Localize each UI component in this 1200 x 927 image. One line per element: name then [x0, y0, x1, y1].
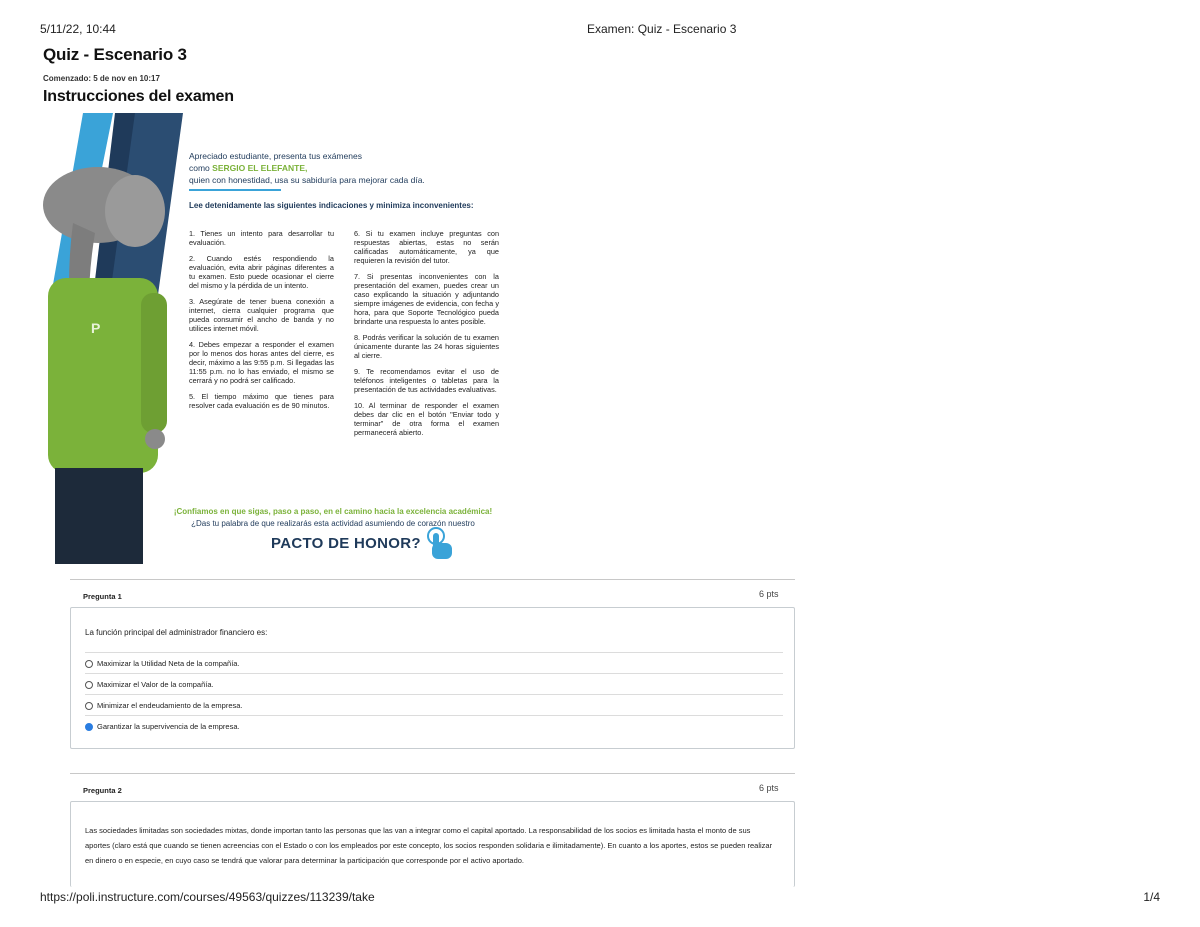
question-2-box [70, 801, 795, 887]
banner-item: 2. Cuando estés respondiendo la evaluación, evita abrir páginas diferentes a tu examen. Esto puede ocasionar el cierre del mismo y la pérdida de un intento. [189, 254, 334, 290]
answer-option[interactable] [85, 715, 783, 736]
banner-intro-highlight: SERGIO EL ELEFANTE, [212, 163, 308, 173]
banner-item: 4. Debes empezar a responder el examen por lo menos dos horas antes del cierre, es decir, máximo a las 9:55 p.m. Si llegadas las 11:55 p.m. no lo has enviado, el mismo se cerrará y no podrá ser calificado. [189, 340, 334, 385]
question-1-label: Pregunta 1 [83, 592, 122, 601]
answer-label: Garantizar la supervivencia de la empresa. [97, 722, 240, 731]
question-divider [70, 773, 795, 774]
radio-button-selected[interactable] [85, 723, 93, 731]
banner-closing-line1: ¡Confiamos en que sigas, paso a paso, en el camino hacia la excelencia académica! [173, 507, 493, 516]
banner-item: 8. Podrás verificar la solución de tu examen únicamente durante las 24 horas siguientes al cierre. [354, 333, 499, 360]
banner-pact: PACTO DE HONOR? [271, 535, 421, 552]
banner-item: 7. Si presentas inconvenientes con la presentación del examen, puedes crear un caso explicando la situación y adjuntando siempre imágenes de evidencia, con fecha y hora, para que Soporte Tecnológico pueda brindarte una respuesta lo antes posible. [354, 272, 499, 326]
started-timestamp: Comenzado: 5 de nov en 10:17 [43, 74, 160, 83]
banner-divider [189, 189, 281, 191]
answer-option[interactable] [85, 652, 783, 673]
page-title: Quiz - Escenario 3 [43, 45, 187, 64]
answer-option[interactable] [85, 673, 783, 694]
banner-item: 10. Al terminar de responder el examen debes dar clic en el botón "Enviar todo y terminar" de otra forma el examen permanecerá abierto. [354, 401, 499, 437]
radio-button[interactable] [85, 660, 93, 668]
print-url[interactable]: https://poli.instructure.com/courses/49563/quizzes/113239/take [40, 890, 375, 904]
question-1-points: 6 pts [759, 589, 779, 599]
print-page-number: 1/4 [1143, 890, 1160, 904]
banner-items-right [354, 229, 499, 444]
question-2-label: Pregunta 2 [83, 786, 122, 795]
banner-intro [189, 150, 425, 186]
print-header [40, 22, 1160, 38]
banner-lead: Lee detenidamente las siguientes indicaciones y minimiza inconvenientes: [189, 201, 474, 210]
banner-intro-line3: quien con honestidad, usa su sabiduría para mejorar cada día. [189, 175, 425, 185]
instructions-banner [43, 113, 516, 564]
banner-items-left [189, 229, 334, 417]
instructions-heading: Instrucciones del examen [43, 88, 234, 105]
question-2-text: Las sociedades limitadas son sociedades mixtas, donde importan tanto las personas que las van a integrar como el capital aportado. La responsabilidad de los socios es limitada hasta el monto de sus aportes (claro está que cuando se tienen acreencias con el Estado o con los empleados por este concepto, los socios responden solidaria e ilimitadamente). En cuanto a los aportes, estos se pueden realizar en dinero o en especie, en cuyo caso se tendrá que valorar para determinar la participación que corresponde por el activo aportado. [85, 826, 773, 865]
banner-item: 9. Te recomendamos evitar el uso de teléfonos inteligentes o tabletas para la presentación de tus actividades evaluativas. [354, 367, 499, 394]
radio-button[interactable] [85, 702, 93, 710]
print-datetime: 5/11/22, 10:44 [40, 22, 116, 36]
svg-text:P: P [91, 320, 101, 336]
banner-intro-line1: Apreciado estudiante, presenta tus exámenes [189, 151, 362, 161]
banner-intro-line2 [189, 162, 425, 174]
banner-closing-line2: ¿Das tu palabra de que realizarás esta actividad asumiendo de corazón nuestro [191, 519, 475, 528]
banner-item: 6. Si tu examen incluye preguntas con respuestas abiertas, estas no serán calificadas automáticamente, ya que requieren la revisión del tutor. [354, 229, 499, 265]
answer-label: Maximizar la Utilidad Neta de la compañía. [97, 659, 240, 668]
answer-option[interactable] [85, 694, 783, 715]
elephant-mascot-icon [43, 167, 167, 564]
answer-label: Maximizar el Valor de la compañía. [97, 680, 214, 689]
question-2-points: 6 pts [759, 783, 779, 793]
question-1-text: La función principal del administrador financiero es: [85, 628, 268, 637]
radio-button[interactable] [85, 681, 93, 689]
answer-label: Minimizar el endeudamiento de la empresa. [97, 701, 243, 710]
banner-intro-prefix: como [189, 163, 213, 173]
print-doc-title: Examen: Quiz - Escenario 3 [587, 22, 737, 36]
question-divider [70, 579, 795, 580]
question-1-box [70, 607, 795, 749]
banner-closing [153, 506, 513, 530]
banner-item: 5. El tiempo máximo que tienes para resolver cada evaluación es de 90 minutos. [189, 392, 334, 410]
banner-item: 1. Tienes un intento para desarrollar tu evaluación. [189, 229, 334, 247]
banner-item: 3. Asegúrate de tener buena conexión a internet, cierra cualquier programa que pueda consumir el ancho de banda y no utilices internet móvil. [189, 297, 334, 333]
print-footer [40, 890, 1160, 906]
pointing-hand-icon [426, 527, 456, 561]
